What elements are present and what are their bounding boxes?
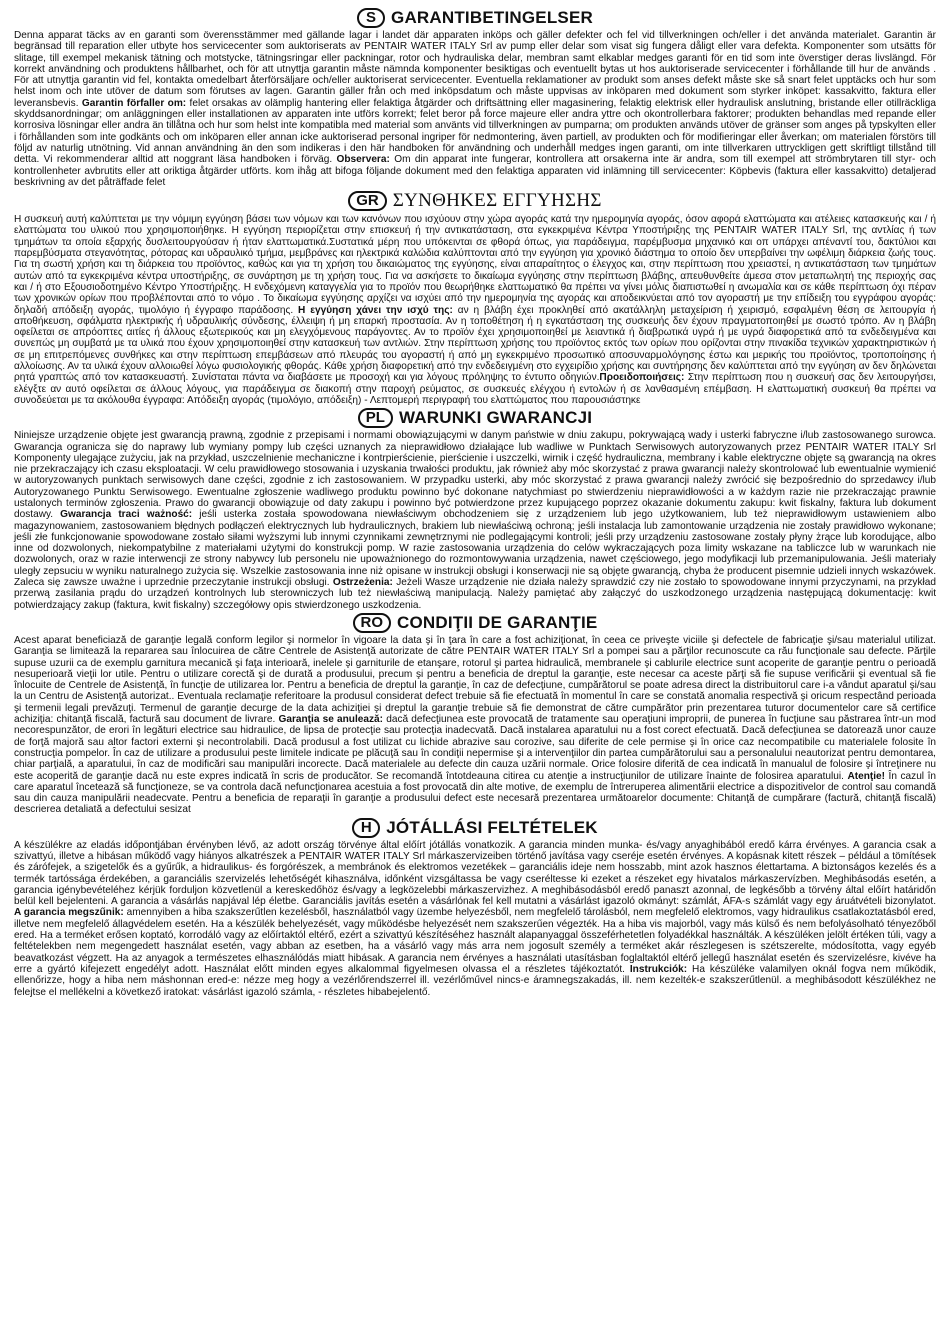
section-heading <box>14 408 936 428</box>
text-run: Jeżeli Wasze urządzenie nie działa należy sprawdzić czy nie zostało to spowodowane innymi przyczynami, na przykład przerwą zasilania prądu do urządzeń kontrolnych lub sterowniczych lub też niewłaściwą manipulacją. Należy pamiętać aby załączyć do uszkodzonego urządzenia następującą dokumentację: kwit potwierdzający zakup (faktura, kwit fiskalny) szczegółowy opis stwierdzonego uszkodzenia. <box>14 577 936 611</box>
text-run: Niniejsze urządzenie objęte jest gwarancją prawną, zgodnie z przepisami i normami obowiązującymi w danym państwie w dniu zakupu, pokrywającą wady i usterki fabryczne i/lub zastosowanego surowca. Gwarancja ogranicza się do naprawy lub wymiany pompy lub części uznanych za nieprawidłowo działające lub wadliwe w Punktach Serwisowych autoryzowanych przez PENTAIR WATER ITALY Srl Komponenty ulegające zużyciu, jak na przykład, uszczelnienie mechaniczne i kontrpierścienie, pierścienie i uszczelki, wirnik i część hydrauliczna, membrany i kable elektryczne objęte są gwarancją na okres nie przekraczający ich czasu eksploatacji. W celu prawidłowego stosowania i uzyskania trwałości produktu, jak również aby móc skorzystać z prawa gwarancji należy skontrolować lub ewentualnie wymienić w autoryzowanych punktach serwisowych dane części, zgodnie z ich zastosowaniem. W przypadku usterki, aby móc skorzystać z prawa gwarancji należy zwrócić się bezpośrednio do sprzedawcy i/lub Autoryzowanego Punktu Serwisowego. Ewentualne zgłoszenie wadliwego produktu powinno być dokonane natychmiast po stwierdzeniu nieprawidłowości a w każdym razie nie przekraczając prawnie ustalonych terminów zgłoszenia. Prawo do gwarancji obowiązuje od daty zakupu i powinno być potwierdzone przez kupującego poprzez okazanie dokumentu zakupu: kwit fiskalny, faktura lub dokument dostawy. <box>14 430 936 521</box>
warranty-section-se <box>14 8 936 188</box>
text-run: amennyiben a hiba szakszerűtlen kezelésből, használatból vagy üzembe helyezésből, nem megfelelő tárolásból, nem megfelelő elektromos, vagy hidraulikus csatlakoztatásból ered, illetve nem megfelelő állagvédelem esetén. Ha a készülék behelyezését, vagy működésbe helyezését nem szakszerűen végezték. Ha a hiba vis majorból, vagy más külső és nem befolyásolható tényezőből ered. Ha a terméket erősen koptató, korrodáló vagy az előírtaktól eltérő, ezért a szivattyú készítéséhez használt alapanyaggal összeférhetetlen folyadékkal használták. A készüléken jelölt értéken túli, vagy a feltételekben nem megengedett használat esetén, vagy abban az esetben, ha a vásárló vagy más arra nem jogosult személy a terméket akár részlegesen is szétszerelte, módosította, vagy egyéb beavatkozást végzett. Ha az anyagok a természetes elhasználódás miatt hibásak. A garancia nem érvényes a használati utasításban foglaltaktól eltérő jellegű használat esetén és szervizelésre, kivéve ha erre a gyártó kifejezett engedélyt adott. Használat előtt minden egyes alkalommal figyelmesen olvassa el a részletes tájékoztatót. <box>14 907 936 975</box>
language-badge: S <box>357 8 385 28</box>
text-run: αν η βλάβη έχει προκληθεί από ακατάλληλη μεταχείριση ή χειρισμό, εσφαλμένη θέση σε λειτουργία ή αποθήκευση, σφάλματα ηλεκτρικής ή υδραυλικής σύνδεσης, έλλειψη ή μη επαρκή προστασία. Αν η τοποθέτηση ή η εγκατάσταση της συσκευής δεν έχουν πραγματοποιηθεί με σωστό τρόπο. Αν η βλάβη οφείλεται σε απρόοπτες αιτίες ή άλλους εξωτερικούς και μη ελεγχόμενους παράγοντες. Αν το προϊόν έχει χρησιμοποιηθεί με λειαντικά ή διαβρωτικά υγρά ή με υγρά διαφορετικά από τα ενδεδειγμένα και συνεπώς μη συμβατά με τα υλικά που έχουν χρησιμοποιηθεί στην κατασκευή των αντλιών. Στην περίπτωση χρήσης του προϊόντος εκτός των ορίων που ορίζονται στην πινακίδα τεχνικών χαρακτηριστικών ή σε μη επιτρεπόμενες συνθήκες και στην περίπτωση επεμβάσεων από πλευράς του αγοραστή ή από μη εγκεκριμένο προσωπικό αποσυναρμολόγησης έστω και μερικής του προϊόντος, τροποποίησης ή αλλοίωσης. Αν τα υλικά έχουν αλλοιωθεί λόγω φυσιολογικής φθοράς. Κάθε χρήση διαφορετική από την ενδεδειγμένη στο εγχειρίδιο χρήσης και συντήρησης δεν καλύπτεται από την εγγύηση αν δεν δηλώνεται ρητά γραπτώς από τον κατασκευαστή. Συνίσταται πάντα να διαβάσετε με προσοχή και για λόγους πρόληψης το έντυπο οδηγιών. <box>14 304 936 384</box>
section-body <box>14 635 936 816</box>
warranty-section-gr <box>14 190 936 406</box>
section-body <box>14 840 936 998</box>
bold-phrase: Garanţia se anulează: <box>278 714 384 726</box>
section-body <box>14 30 936 188</box>
text-run: Ha készüléke valamilyen oknál fogva nem működik, ellenőrizze, hogy a hiba nem máshonnan ered-e: nézze meg hogy a vezérlőrendszerrel ill. vezérlőművel nincs-e áramnegszakadás, ill. nem kezelték-e szakszerűtlenül. a meghibásodott készülékhez ne felejtse el mellékelni a következő iratokat: vásárlást igazoló számla, - részletes hibabejelentő. <box>14 963 936 998</box>
section-heading <box>14 613 936 633</box>
section-title: GARANTIBETINGELSER <box>391 8 593 27</box>
text-run: Acest aparat beneficiază de garanţie legală conform legilor şi normelor în vigoare la data şi în ţara în care a fost achiziţionat, în ceea ce priveşte viciile şi defectele de fabricaţie şi/sau materialul utilizat. Garanţia se limitează la repararea sau înlocuirea de către Centrele de Asistenţă autorizate de către PENTAIR WATER ITALY Srl a pompei sau a părţilor recunoscute ca rău funcţionale sau defecte. Părţile supuse uzurii ca de exemplu garnitura mecanică şi faţa interioară, inelele şi garniturile de etanşare, rotorul şi partea hidraulică, membranele şi cablurile electrice sunt acoperite de garanţie pentru o perioadă nesuperioară vieţii lor utile. Pentru o utilizare corectă şi de durată a produsului, precum şi pentru a beneficia de dreptul la garanţie, este necesar ca aceste părţi să fie supuse verificării şi eventual să fie înlocuite de Centrele de Asistenţă, în funcţie de utilizarea lor. Pentru a beneficia de dreptul la garanţie, în caz de defecţiune, cumpărătorul se poate adresa direct la distribuitorul care i-a vândut aparatul şi/sau la un Centru de Asistenţă autorizat.. Eventuala reclamaţie referitoare la produsul considerat defect trebuie să fie efectuată în momentul în care se constată anomalia respectivă şi oricum respectând perioada şi termenii legali prevăzuţi. Termenul de garanţie decurge de la data achiziţiei şi dreptul la garanţie trebuie să fie demonstrat de către cumpărător prin prezentarea tuturor documentelor care să certifice achiziţia: chitanţă fiscală, factură sau document de livrare. <box>14 634 936 726</box>
section-heading <box>14 818 936 838</box>
bold-phrase: Προειδοποιήσεις: <box>599 372 685 384</box>
text-run: Στην περίπτωση που η συσκευή σας δεν λειτουργήσει, ελέγξτε αν αυτό οφείλεται σε άλλους λόγους, για παράδειγμα σε διακοπή στην παροχή ρεύματος, σε συσκευές ελέγχου ή εντολών ή σε λανθασμένη επέμβαση. Η ελαττωματική συσκευή θα πρέπει να συνοδεύεται με τα ακόλουθα έγγραφα: Απόδειξη αγοράς (τιμολόγιο, απόδειξη) - Λεπτομερή περιγραφή του ελαττώματος που παρουσιάστηκε <box>14 372 936 406</box>
section-title: JÓTÁLLÁSI FELTÉTELEK <box>386 817 598 837</box>
warranty-section-pl <box>14 408 936 611</box>
text-run: A készülékre az eladás időpontjában érvényben lévő, az adott ország törvénye által előírt jótállás vonatkozik. A garancia minden munka- és/vagy anyaghibából eredő kárra érvényes. A garancia csak a szivattyú, illetve a hibásan működő vagy hiányos alkatrészek a PENTAIR WATER ITALY Srl márkaszervizeiben történő javítása vagy cseréje esetén érvényes. A kopásnak kitett részek – például a tömítések és zárófejek, a szigetelők és a gyűrűk, a hidraulikus- és forgórészek, a membránok és elektromos vezetékek – garanciális ideje nem hosszabb, mint azok hasznos élettartama. A biztonságos kezelés és a termék tartóssága érdekében, a garanciális szervizelés lehetőségét kihasználva, időnként vizsgáltassa be vagy cseréltesse ki ezeket a részeket egy hivatalos márkaszervízben. Meghibásodás esetén, a garancia igénybevételéhez kérjük forduljon közvetlenül a kereskedőhöz és/vagy a legközelebbi márkaszervizhez. A meghibásodásból eredő panaszt azonnal, de legkésőbb a törvény által előírt határidőn belül kell bejelenteni. A garancia a vásárlás napjával lép életbe. Garanciális javítás esetén a vásárlónak fel kell mutatni a vásárlást igazoló okmányt: számlát, ÁFA-s számlát vagy egy áruátvételi bizonylatot. <box>14 839 936 908</box>
text-run: În cazul în care aparatul încetează să funcţioneze, se va controla dacă nefuncţionarea acestuia a fost provocată din alte motive, de exemplu de întreruperea alimentării electrice a dispozitivelor de control sau comandă sau din cauza manipulării neadecvate. Pentru a beneficia de reparaţii în garanţie a produsului defect este necesară prezentarea următoarelor documente: Chitanţă de cumpărare (factură, chitanţă fiscală) descrierea detaliată a defectului sesizat <box>14 770 936 816</box>
bold-phrase: Garantin förfaller om: <box>81 97 187 109</box>
warranty-section-ro <box>14 613 936 816</box>
text-run: dacă defecţiunea este provocată de tratamente sau operaţiuni improprii, de punerea în fucţiune sau păstrarea într-un mod necorespunzător, de erori în legături electrice sau hidraulice, de lipsa de protecţie sau protecţia inadecvată. Dacă instalarea aparatului nu a fost corect efectuată. Dacă defecţiunea se datorează unor cauze de forţă majoră sau altor factori externi şi necontrolabili. Dacă produsul a fost utilizat cu lichide abrazive sau corozive, sau diferite de cele permise şi în orice caz necompatibile cu materialele folosite în construcţia pompelor. În caz de utilizare a produsului peste limitele indicate pe plăcuţă sau în condiţii nepermise şi a intervenţiilor din partea cumpărătorului sau a personalului neautorizat pentru demontarea, chiar parţială, a aparatului, în caz de modificări sau manipulări incorecte. Dacă materialele au defecte din cauza uzării normale. Orice folosire diferită de cea indicată în manualul de folosire şi întreţinere nu este acoperită de garanţie dacă nu este expres indicată în scris de producător. Se recomandă întotdeauna citirea cu atenţie a instrucţiunilor de utilizare înainte de folosirea aparatului. <box>14 714 936 782</box>
text-run: jeśli usterka została spowodowana niewłaściwym obchodzeniem się z urządzeniem lub jego użytkowaniem, lub też nieprawidłowym ustawieniem albo magazynowaniem, zastosowaniem błędnych podłączeń elektrycznych lub hydraulicznych, brakiem lub niewłaściwą ochroną; jeśli instalacja lub zamontowanie urządzenia nie zostały prawidłowo wykonane; jeśli złe funkcjonowanie spowodowane zostało siłami wyższymi lub innymi czynnikami zewnętrznymi nie podlegającymi kontroli; jeśli przy urządzeniu zastosowane zostały płyny żrące lub korodujące, albo inne od dozwolonych, niekompatybilne z materiałami użytymi do konstrukcji pomp. W razie zastosowania urządzenia do celów wykraczających poza limity wskazane na tabliczce lub w warunkach nie dozwolonych, oraz w razie interwencji ze strony nabywcy lub personelu nie upoważnionego do rozmontowywania urządzenia, nawet częściowego, jego modyfikacji lub przemanipulowania. Jeśli materiały uległy zepsuciu w wyniku naturalnego zużycia się. Wszelkie zastosowania inne niż opisane w instrukcji obsługi i konserwacji nie są objęte gwarancją, chyba że producent pisemnie udzieli innych wskazówek. Zaleca się zawsze uważne i uprzednie przeczytanie instrukcji obsługi. <box>14 509 936 589</box>
language-badge: RO <box>353 613 392 633</box>
language-badge: H <box>352 818 380 838</box>
bold-phrase: A garancia megszűnik: <box>14 907 124 919</box>
bold-phrase: Gwarancja traci ważność: <box>60 509 193 521</box>
bold-phrase: Atenţie! <box>847 770 886 782</box>
bold-phrase: Ostrzeżenia: <box>332 577 393 589</box>
section-body <box>14 214 936 406</box>
bold-phrase: Η εγγύηση χάνει την ισχύ της: <box>298 304 453 316</box>
text-run: Om din apparat inte fungerar, kontrollera att orsakerna inte är andra, som till exempel att strömbrytaren till styr- och kontrollenheter avbrutits eller att oriktiga åtgärder utförts. kom ihåg att bifoga följande dokument med den felaktiga apparaten vid inlämning till servicecenter: Köpbevis (faktura eller kassakvitto) detaljerad beskrivning av det påträffade felet <box>14 154 936 188</box>
text-run: felet orsakas av olämplig hantering eller felaktiga åtgärder och driftsättning eller magasinering, felaktig elektrisk eller hydraulisk anslutning, bristande eller otillräckliga skyddsanordningar; om anläggningen eller installationen av apparaten inte utförs korrekt; felet beror på force majeure eller andra yttre och okontrollerbara faktorer; produkten behandlas med repande eller korrosiva lösningar eller andra än tillåtna och hur som helst inte kompatibla med material som använts vid tillverkningen av pumparna; om produkten används utöver de gränser som anges på typskylten eller i förhållanden som inte godkänts och om inköparen eller annan icke auktoriserad personal ingriper för nedmontering, även partiell, av produkten och för modifieringar eller åverkan; om materialen förstörs till följd av naturlig utnötning. Vid annan användning än den som indikeras i den här handboken för användning och underhåll medges ingen garanti, om inte tillverkaren uttryckligen gett skriftligt tillstånd till detta. Vi rekommenderar alltid att noggrant läsa handboken i förväg. <box>14 97 936 166</box>
language-badge: GR <box>348 191 387 211</box>
section-title: CONDIŢII DE GARANŢIE <box>397 612 598 632</box>
section-title: WARUNKI GWARANCJI <box>398 408 593 428</box>
text-run: Η συσκευή αυτή καλύπτεται με την νόμιμη εγγύηση βάσει των νόμων και των κανόνων που ισχύουν στην χώρα αγοράς κατά την ημερομηνία αγοράς, όσον αφορά ελαττώματα και ατέλειες κατασκευής και / ή ελαττώματα του υλικού που χρησιμοποιήθηκε. Η εγγύηση περιορίζεται στην επισκευή ή την αντικατάσταση, στα εγκεκριμένα Κέντρα Υποστήριξης της PENTAIR WATER ITALY Srl, της αντλίας ή των τμημάτων τα οποία εξαρχής δυσλειτουργούσαν ή ήταν ελαττωματικά.Συστατικά μέρη που υπόκεινται σε φθορά όπως, για παράδειγμα, παρέμβυσμα μηχανικό και οπ υπάρχει απέναντί του, δακτύλιοι και παρεμβύσματα στεγανότητας, ρότορας και υδραυλικό τμήμα, μεμβράνες και ηλεκτρικά καλώδια καλύπτονται από την εγγύηση για χρονικό διάστημα το οποίο δεν υπερβαίνει την ωφέλιμη διάρκεια ζωής τους. Για τη σωστή χρήση και τη διάρκεια του προϊόντος, καθώς και για τη χρήση του δικαιώματος της εγγύησης, είναι απαραίτητος ο έλεγχος και, στην περίπτωση που χρειαστεί, η αντικατάσταση των τμημάτων αυτών από τα εγκεκριμένα κέντρα υποστήριξης, σε συνάρτηση με τη χρήση τους. Για να ασκήσετε το δικαίωμα εγγύησης στην περίπτωση βλάβης, απευθυνθείτε άμεσα στον μεταπωλητή της περιοχής σας και / ή στο Εξουσιοδοτημένο Κέντρο Υποστήριξης. Η ενδεχόμενη καταγγελία για το προϊόν που θεωρήθηκε ελαττωματικό θα πρέπει να γίνει μόλις διαπιστωθεί η ανωμαλία και σε κάθε περίπτωση όχι πέραν των χρονικών ορίων που προβλέπονται από το νόμο . Το δικαίωμα εγγύησης αρχίζει να ισχύει από την ημερομηνία της αγοράς και αποδεικνύεται από τον αγοραστή με την επίδειξη του εγγράφου αγοράς: δηλαδή απόδειξη αγοράς, τιμολόγιο ή έγγραφο παράδοσης. <box>14 214 936 316</box>
section-title: ΣΥΝΘΗΚΕΣ ΕΓΓΥΗΣΗΣ <box>392 190 602 212</box>
section-heading <box>14 190 936 212</box>
text-run: Denna apparat täcks av en garanti som överensstämmer med gällande lagar i landet där apparaten inköps och gäller defekter och fel vid tillverkningen och/eller i det använda materialet. Garantin är begränsad till reparation eller utbyte hos servicecenter som auktoriserats av PENTAIR WATER ITALY Srl av pump eller delar som visat sig fungera dåligt eller vara defekta. Komponenter som utsätts för slitage, till exempel mekanisk tätning och motstycke, tätningsringar eller packningar, rotor och hydrauliska delar, membran samt elkablar medges garanti för en tid som inte överstiger deras livslängd. För korrekt användning och produktens hållbarhet, och för att utnyttja garantin måste nämnda komponenter besiktigas och eventuellt bytas ut hos auktoriserade servicecenter i förhållande till hur de används . För att utnyttja garantin vid fel, kontakta omedelbart återförsäljare och/eller auktoriserat servicecenter. Eventuella reklamationer av produkt som anses defekt måste ske så snart felet upptäcks och hur som helst inom och inte utöver de datum som förutses av lagen. Garantin gäller från och med inköpsdatum och måste uppvisas av inköparen med dokument som styrker inköpet: kassakvitto, faktura eller leveransbevis. <box>14 30 936 109</box>
section-body <box>14 430 936 611</box>
section-heading <box>14 8 936 28</box>
bold-phrase: Instrukciók: <box>629 963 688 975</box>
warranty-section-hu <box>14 818 936 998</box>
bold-phrase: Observera: <box>336 154 390 166</box>
language-badge: PL <box>358 408 393 428</box>
